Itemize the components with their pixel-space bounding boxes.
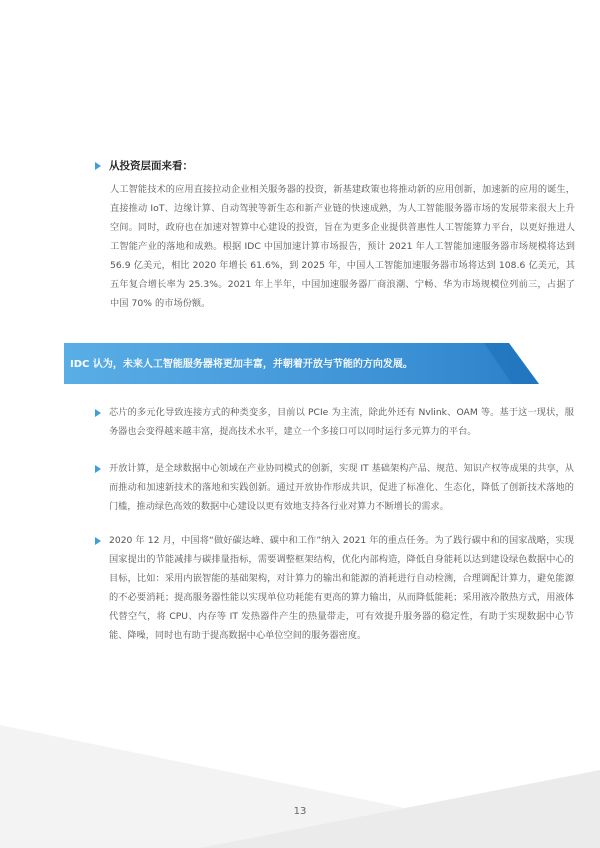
list-item-text: 开放计算，是全球数据中心领域在产业协同模式的创新，实现 IT 基础架构产品、规范、知识产权等成果的共享，从而推动和加速新技术的落地和实践创新。通过开放协作形成共识，促进了标准化、生态化，降低了创新技术落地的门槛，推动绿色高效的数据中心建设以更有效地支持各行业对算力不断增长的需求。 <box>109 463 574 512</box>
idc-banner <box>64 340 539 384</box>
section-heading-text: 从投资层面来看： <box>109 160 193 172</box>
triangle-bullet-icon <box>95 162 101 170</box>
banner-text: IDC 认为，未来人工智能服务器将更加丰富，并朝着开放与节能的方向发展。 <box>70 359 413 370</box>
triangle-bullet-icon <box>95 537 101 545</box>
list-item-text: 2020 年 12 月，中国将“做好碳达峰、碳中和工作”纳入 2021 年的重点任务。为了践行碳中和的国家战略，实现国家提出的节能减排与碳排量指标，需要调整框架结构，优化内部构造，降低自身能耗以达到建设绿色数据中心的目标，比如：采用内嵌智能的基础架构，对计算力的输出和能源的消耗进行自动检测，合理调配计算力，避免能源的不必要消耗；提高服务器性能以实现单位功耗能有更高的算力输出，从而降低能耗；采用液冷散热方式，用液体代替空气，将 CPU、内存等 IT 发热器件产生的热量带走，可有效提升服务器的稳定性，有助于实现数据中心节能、降噪，同时也有助于提高数据中心单位空间的服务器密度。 <box>109 535 574 641</box>
triangle-bullet-icon <box>95 409 101 417</box>
section-heading <box>95 158 193 173</box>
list-item-text: 芯片的多元化导致连接方式的种类变多，目前以 PCIe 为主流，除此外还有 Nvlink、OAM 等。基于这一现状，服务器也会变得越来越丰富，提高技术水平，建立一个多接口可以同时运行多元算力的平台。 <box>109 407 574 437</box>
triangle-bullet-icon <box>95 465 101 473</box>
list-item <box>95 403 575 441</box>
list-item <box>95 459 575 516</box>
investment-paragraph: 人工智能技术的应用直接拉动企业相关服务器的投资，新基建政策也将推动新的应用创新，加速新的应用的诞生，直接推动 IoT、边缘计算、自动驾驶等新生态和新产业链的快速成熟，为人工智能服务器市场的发展带来很大上升空间。同时，政府也在加速对智算中心建设的投资，旨在为更多企业提供普惠性人工智能算力平台，以更好推进人工智能产业的落地和成熟。根据 IDC 中国加速计算市场报告，预计 2021 年人工智能加速服务器市场规模将达到 56.9 亿美元，相比 2020 年增长 61.6%，到 2025 年，中国人工智能加速服务器市场将达到 108.6 亿美元，其五年复合增长率为 25.3%。2021 年上半年，中国加速服务器厂商浪潮、宁畅、华为市场规模位列前三，占据了中国 70% 的市场份额。 <box>110 184 575 309</box>
page-number: 13 <box>293 806 307 817</box>
list-item <box>95 531 575 645</box>
